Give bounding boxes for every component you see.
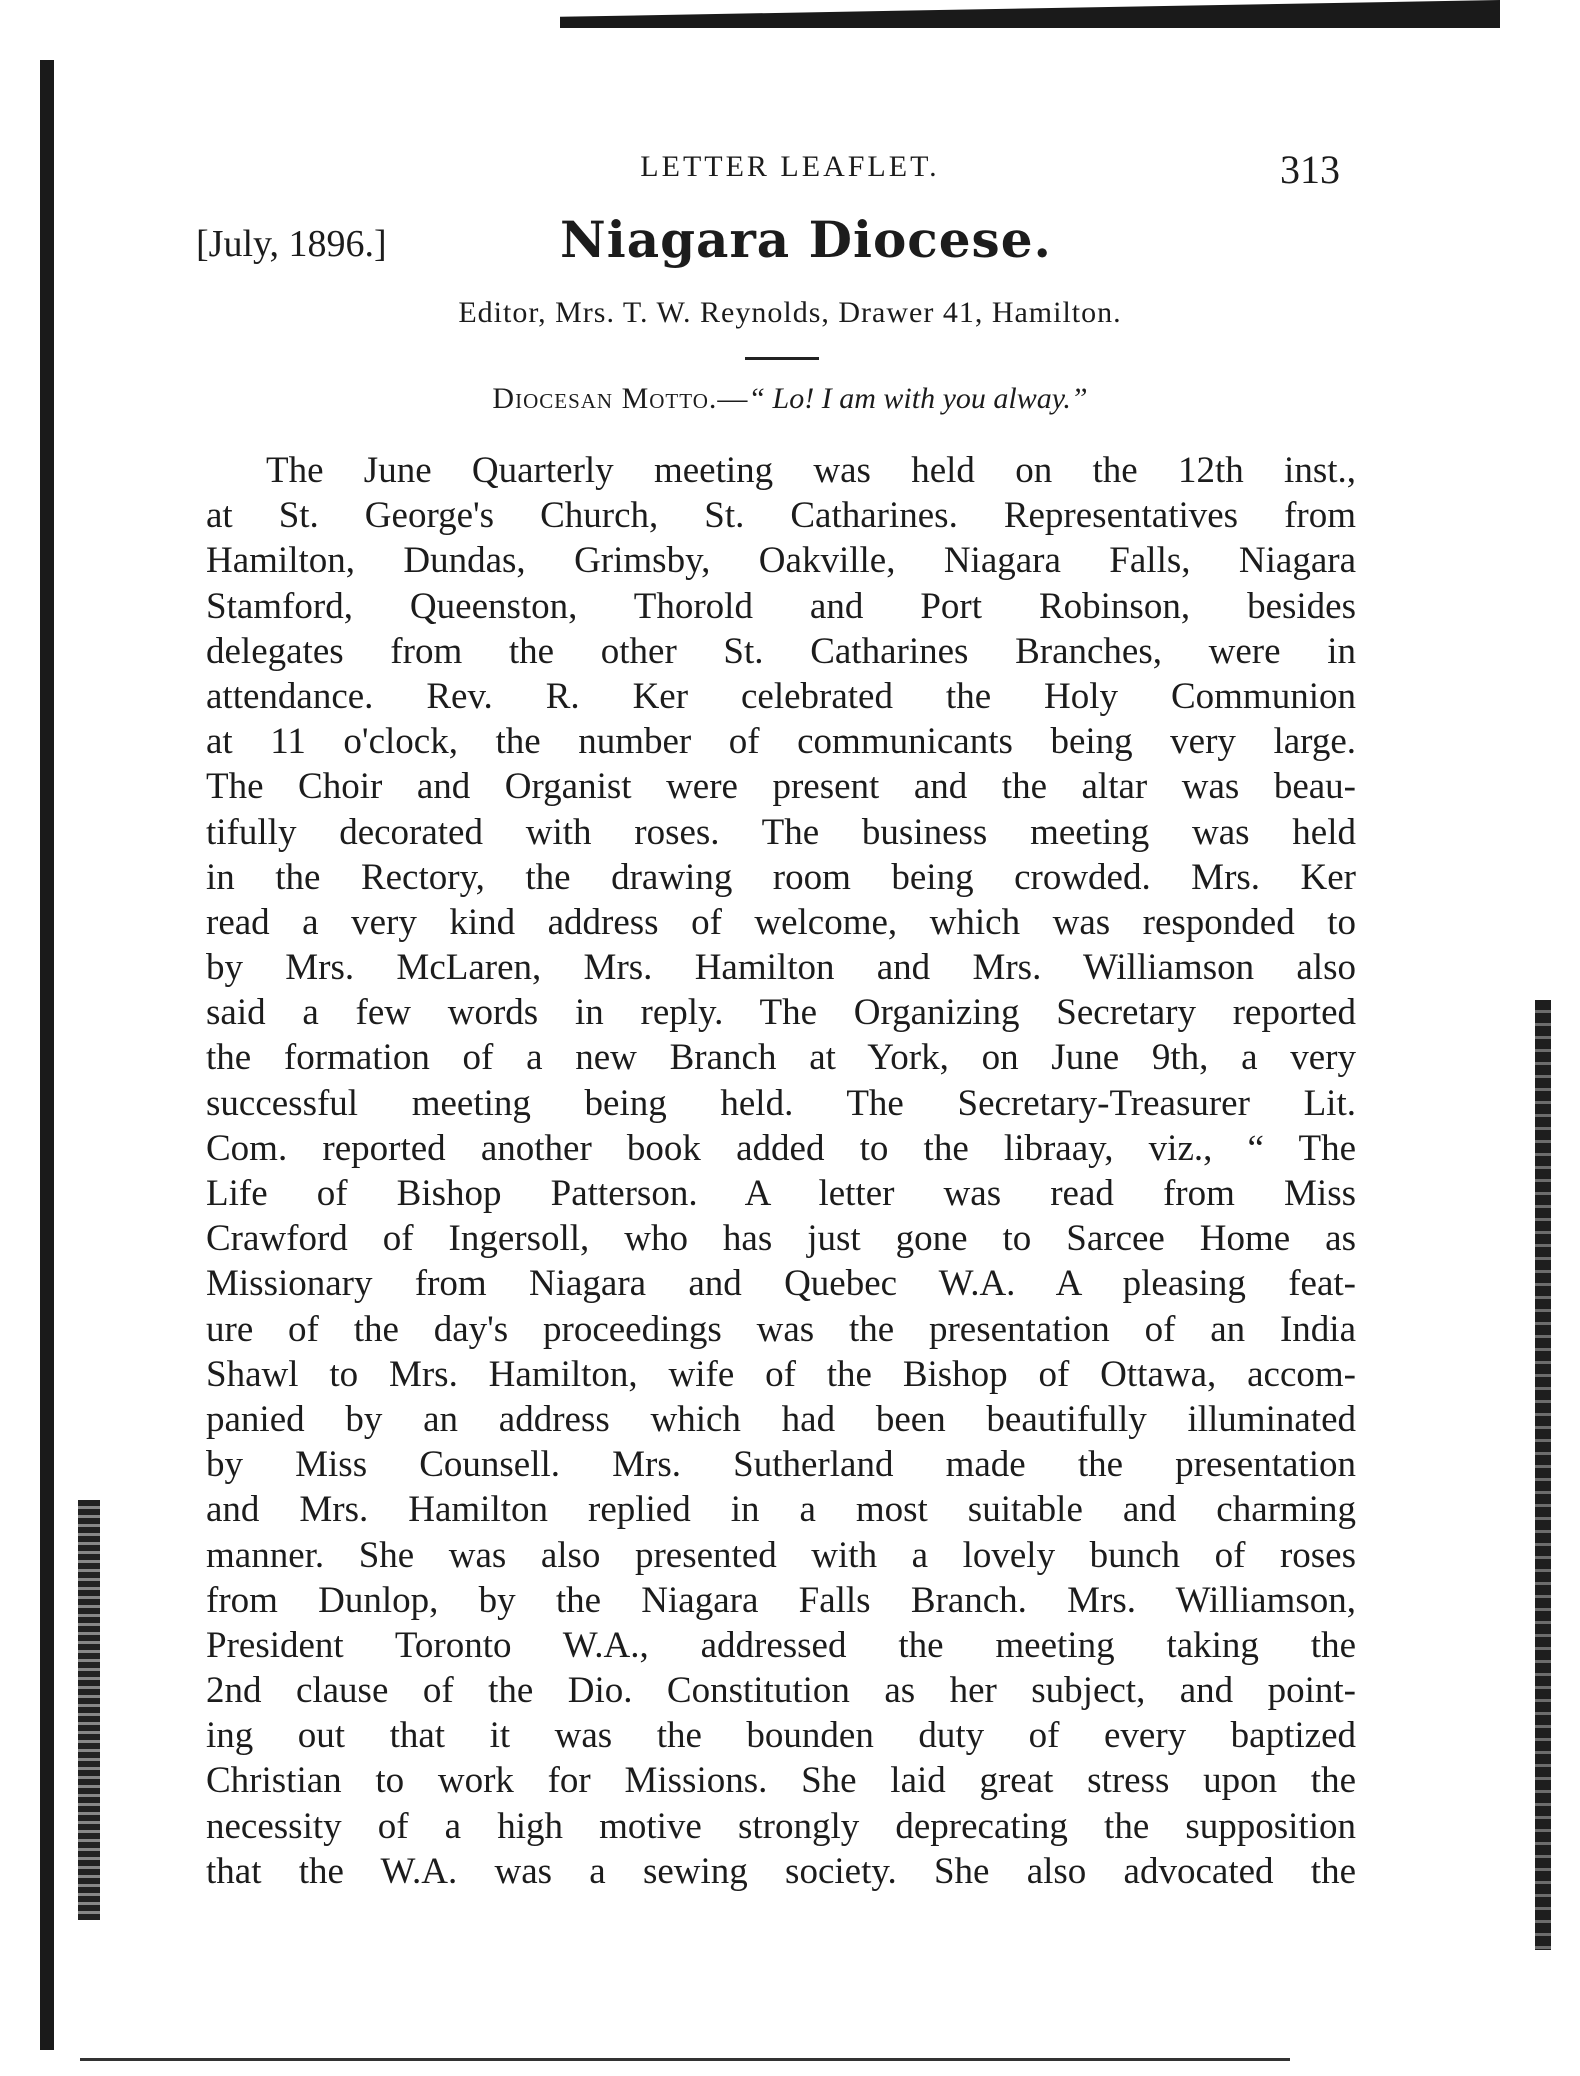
editor-line: Editor, Mrs. T. W. Reynolds, Drawer 41, Hamilton. bbox=[458, 296, 1122, 329]
body-line: and Mrs. Hamilton replied in a most suitable and charming bbox=[206, 1489, 1356, 1531]
body-line: Stamford, Queenston, Thorold and Port Robinson, besides bbox=[206, 585, 1356, 627]
body-line: Missionary from Niagara and Quebec W.A. A pleasing feat- bbox=[206, 1263, 1356, 1305]
scan-left-edge bbox=[40, 60, 54, 2050]
motto-label: Diocesan Motto.— bbox=[492, 382, 749, 415]
body-line: at 11 o'clock, the number of communicants being very large. bbox=[206, 721, 1356, 763]
page-number: 313 bbox=[1280, 147, 1340, 192]
body-line: The June Quarterly meeting was held on the 12th inst., bbox=[266, 450, 1356, 491]
section-title: Niagara Diocese. bbox=[560, 210, 1052, 269]
scan-right-edge bbox=[1535, 1000, 1551, 1950]
section-divider bbox=[745, 357, 819, 360]
body-line: manner. She was also presented with a lovely bunch of roses bbox=[206, 1534, 1356, 1576]
article-body bbox=[206, 448, 1356, 1894]
issue-date: [July, 1896.] bbox=[196, 223, 387, 265]
motto-line bbox=[0, 382, 1580, 416]
body-line: panied by an address which had been beautifully illuminated bbox=[206, 1398, 1356, 1440]
body-line: that the W.A. was a sewing society. She also advocated the bbox=[206, 1850, 1356, 1892]
body-line: successful meeting being held. The Secretary-Treasurer Lit. bbox=[206, 1082, 1356, 1124]
body-line: by Mrs. McLaren, Mrs. Hamilton and Mrs. Williamson also bbox=[206, 947, 1356, 989]
body-line: The Choir and Organist were present and the altar was beau- bbox=[206, 766, 1356, 808]
body-line: said a few words in reply. The Organizing Secretary reported bbox=[206, 992, 1356, 1034]
running-title: LETTER LEAFLET. bbox=[640, 150, 940, 183]
body-line: necessity of a high motive strongly deprecating the supposition bbox=[206, 1805, 1356, 1847]
body-line: in the Rectory, the drawing room being crowded. Mrs. Ker bbox=[206, 856, 1356, 898]
body-line: Hamilton, Dundas, Grimsby, Oakville, Niagara Falls, Niagara bbox=[206, 540, 1356, 582]
body-line: from Dunlop, by the Niagara Falls Branch. Mrs. Williamson, bbox=[206, 1579, 1356, 1621]
body-line: President Toronto W.A., addressed the meeting taking the bbox=[206, 1624, 1356, 1666]
body-line: Crawford of Ingersoll, who has just gone to Sarcee Home as bbox=[206, 1218, 1356, 1260]
body-line: 2nd clause of the Dio. Constitution as her subject, and point- bbox=[206, 1670, 1356, 1712]
body-line: the formation of a new Branch at York, on June 9th, a very bbox=[206, 1037, 1356, 1079]
page-header bbox=[0, 147, 1580, 200]
body-line: read a very kind address of welcome, which was responded to bbox=[206, 901, 1356, 943]
body-line: at St. George's Church, St. Catharines. Representatives from bbox=[206, 495, 1356, 537]
scan-left-edge-noise bbox=[78, 1500, 100, 1920]
motto-quote: “ Lo! I am with you alway.” bbox=[748, 382, 1088, 415]
scan-bottom-rule bbox=[80, 2058, 1290, 2061]
scan-top-rule bbox=[560, 0, 1500, 28]
body-line: delegates from the other St. Catharines Branches, were in bbox=[206, 630, 1356, 672]
body-line: Com. reported another book added to the libraay, viz., “ The bbox=[206, 1127, 1356, 1169]
body-line: ure of the day's proceedings was the presentation of an India bbox=[206, 1308, 1356, 1350]
body-line: Christian to work for Missions. She laid great stress upon the bbox=[206, 1760, 1356, 1802]
body-line: attendance. Rev. R. Ker celebrated the Holy Communion bbox=[206, 675, 1356, 717]
body-line: tifully decorated with roses. The business meeting was held bbox=[206, 811, 1356, 853]
body-line: by Miss Counsell. Mrs. Sutherland made the presentation bbox=[206, 1444, 1356, 1486]
body-line: Shawl to Mrs. Hamilton, wife of the Bishop of Ottawa, accom- bbox=[206, 1353, 1356, 1395]
body-line: ing out that it was the bounden duty of every baptized bbox=[206, 1715, 1356, 1757]
body-line: Life of Bishop Patterson. A letter was read from Miss bbox=[206, 1173, 1356, 1214]
